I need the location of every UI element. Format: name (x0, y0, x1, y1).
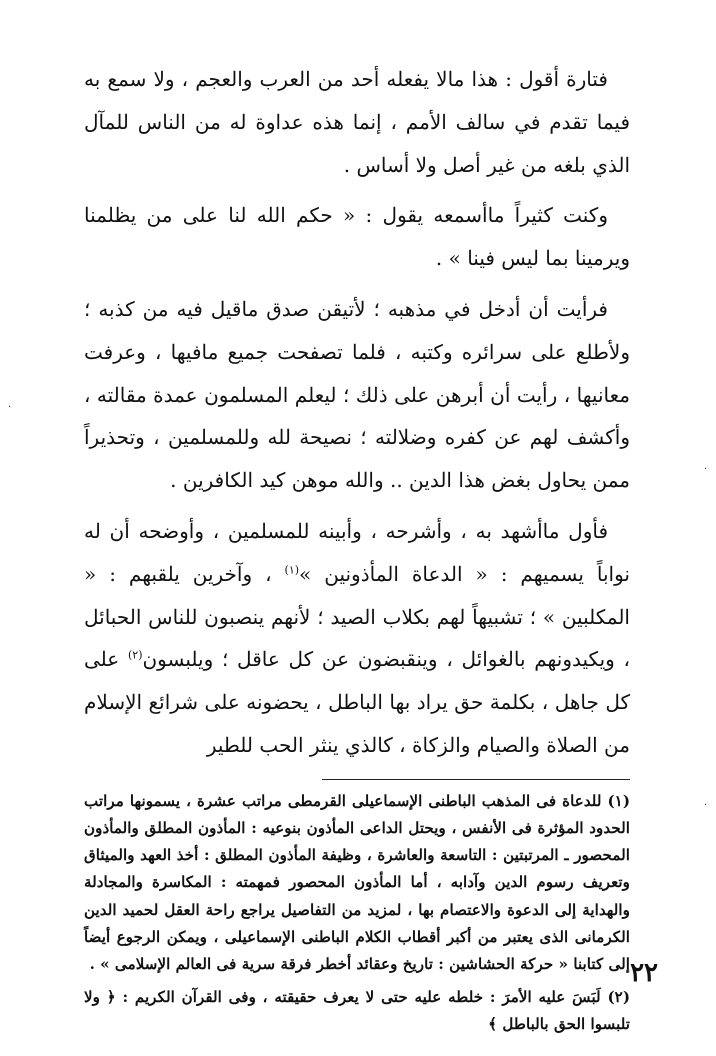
paragraph-4-part-c: على كل جاهل ، بكلمة حق يراد بها الباطل ، يحضونه على شرائع الإسلام من الصلاة والصيام والزكاة ، كالذي ينثر الحب للطير (84, 647, 630, 757)
footnote-ref-2: (٢) (127, 648, 143, 662)
paragraph-4-part-a: فأول ماأشهد به ، وأشرحه ، وأبينه للمسلمين ، وأوضحه أن له نواباً يسميهم : « الدعاة المأذونين » (84, 518, 631, 586)
footnote-ref-1: (١) (284, 563, 300, 577)
page-number: ٢٢ (630, 958, 658, 988)
footnote-divider (322, 779, 630, 780)
scan-speck-left: · (8, 402, 12, 413)
footnote-2: (٢) لَبَسَ عليه الأمرَ : خلطه عليه حتى لا يعرف حقيقته ، وفى القرآن الكريم : ﴿ ولا تلبسوا الحق بالباطل ﴾ (84, 988, 630, 1034)
paragraph-4-part-b: ، وآخرين يلقبهم : « المكلبين » ؛ تشبيهاً لهم بكلاب الصيد ؛ لأنهم ينصبون للناس الحبائل ، ويكيدونهم بالغوائل ، وينقبضون عن كل عاقل ؛ ويلبسون (84, 561, 630, 672)
paragraph-4 (84, 510, 630, 767)
footnote-1: (١) للدعاة فى المذهب الباطنى الإسماعيلى القرمطى مراتب عشرة ، يسمونها مراتب الحدود المؤثرة فى الأنفس ، ويحتل الداعى المأذون بنوعيه : المأذون المطلق والمأذون المحصور ـ المرتبتين : التاسعة والعاشرة ، وظيفة المأذون المطلق : أخذ العهد والميثاق وتعريف رسوم الدين وآدابه ، أما المأذون المحصور فمهمته : المكاسرة والمجادلة والهداية إلى الدعوة والاعتصام بها ، لمزيد من التفاصيل يراجع راحة العقل لحميد الدين الكرمانى الذى يعتبر من أكبر أقطاب الكلام الباطنى الإسماعيلى ، ويمكن الرجوع أيضاً إلى كتابنا « حركة الحشاشين : تاريخ وعقائد أخطر فرقة سرية فى العالم الإسلامى » . (84, 791, 630, 973)
paragraph-3: فرأيت أن أدخل في مذهبه ؛ لأتيقن صدق ماقيل فيه من كذبه ؛ ولأطلع على سرائره وكتبه ، فلما تصفحت جميع مافيها ، وعرفت معانيها ، رأيت أن أبرهن على ذلك ؛ ليعلم المسلمون عمدة مقالته ، وأكشف لهم عن كفره وضلالته ؛ نصيحة لله وللمسلمين ، وتحذيراً ممن يحاول بغض هذا الدين .. والله موهن كيد الكافرين . (84, 296, 630, 493)
paragraph-2: وكنت كثيراً ماأسمعه يقول : « حكم الله لنا على من يظلمنا ويرمينا بما ليس فينا » . (84, 203, 630, 271)
scan-speck-right: · (704, 464, 708, 475)
paragraph-1: فتارة أقول : هذا مالا يفعله أحد من العرب والعجم ، ولا سمع به فيما تقدم في سالف الأمم ، إنما هذه عداوة له من الناس للمآل الذي بلغه من غير أصل ولا أساس . (84, 67, 630, 177)
scan-speck-right-lower: · (704, 800, 708, 811)
